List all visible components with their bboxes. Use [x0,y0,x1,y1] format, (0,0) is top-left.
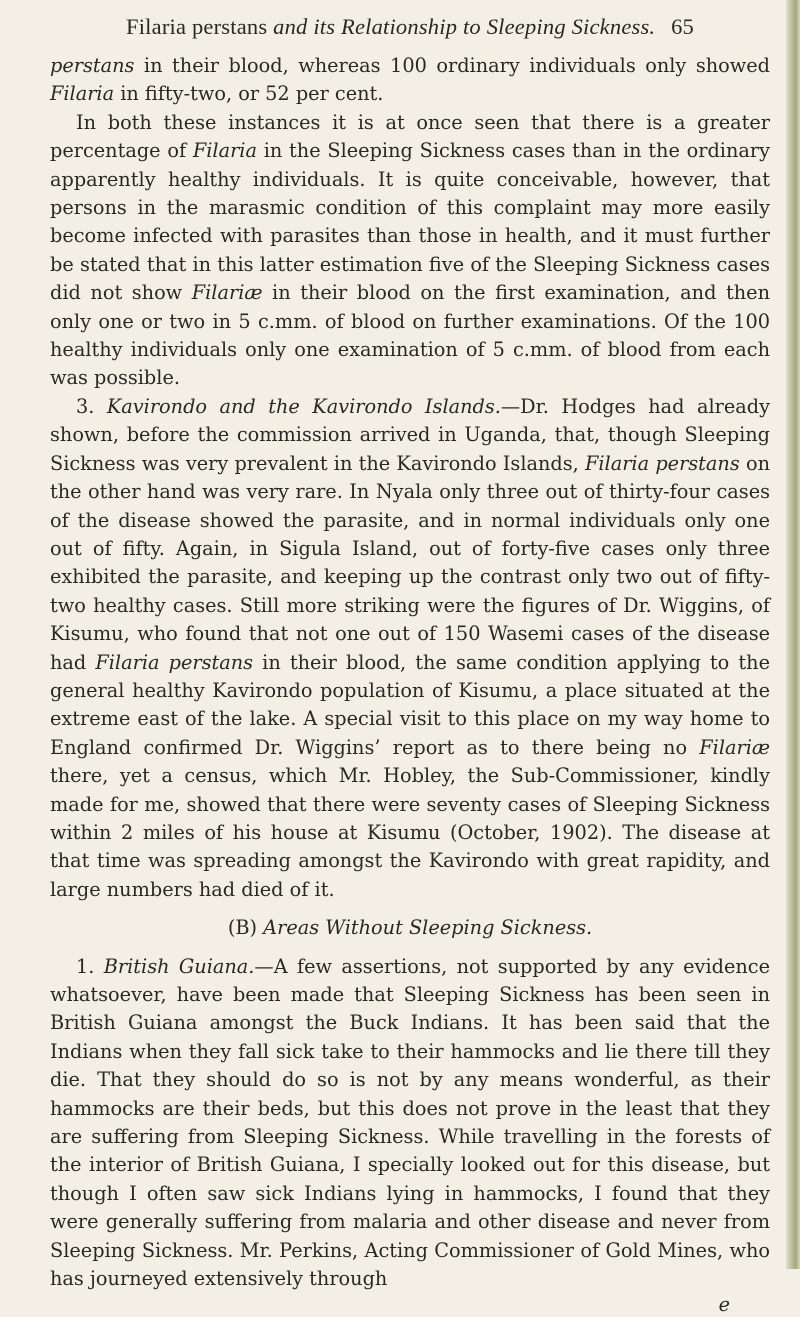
text-run: in their blood on the first examination, and then only one or two in 5 c.mm. of blood on further examinations. Of the 100 healthy individuals only one examination of 5 c.mm. of blood from each was possible. [50,281,770,390]
page-edge [786,0,800,1269]
section-label: (B) [227,916,264,940]
page [50,12,770,1317]
italic-term: Filariæ [699,735,770,759]
section-heading-title: Areas Without Sleeping Sickness. [263,916,593,940]
text-run: in their blood, the same condition applying to the general healthy Kavirondo population of Kisumu, a place situated at the extreme east of the lake. A special visit to this place on my way home to England confirmed Dr. Wiggins’ report as to there being no [50,650,770,759]
header-title-italic: and its Relationship to Sleeping Sickness. [273,14,656,39]
text-run: in their blood, whereas 100 ordinary individuals only showed [134,54,770,77]
text-run: in fifty-two, or 52 per cent. [114,82,384,106]
text-run: In both these instances it is at once seen that there is a greater percentage of [50,110,770,163]
italic-term: Filaria [50,82,115,106]
paragraph-continuation [50,52,770,109]
header-title-plain: Filaria perstans [126,14,268,39]
text-run: —Dr. Hodges had already shown, before the commission arrived in Uganda, that, though Sleeping Sickness was very prevalent in the Kavirondo Islands, [50,394,770,475]
text-run: 1. [76,954,104,978]
paragraph-british-guiana [50,953,770,1294]
text-run: in the Sleeping Sickness cases than in the ordinary apparently healthy individuals. It is quite conceivable, however, that persons in the marasmic condition of this complaint may more easily become infected with parasites than those in health, and it must further be stated that in this latter estimation five of the Sleeping Sickness cases did not show [50,139,770,305]
italic-term: Filariæ [191,281,263,305]
text-run: on the other hand was very rare. In Nyala only three out of thirty-four cases of the disease showed the parasite, and in normal individuals only one out of fifty. Again, in Sigula Island, out of forty-five cases only three exhibited the parasite, and keeping up the contrast only two out of fifty-two healthy cases. Still more striking were the figures of Dr. Wiggins, of Kisumu, who found that not one out of 150 Wasemi cases of the disease had [50,451,771,674]
section-heading [50,914,770,942]
italic-term: Filaria perstans [585,451,740,475]
signature-mark: e [718,1293,730,1317]
italic-term: Filaria perstans [95,650,254,674]
text-run: 3. [76,394,107,418]
running-header [50,12,770,42]
paragraph-kavirondo [50,393,770,904]
page-number: 65 [671,14,694,39]
italic-term: Filaria [192,139,257,163]
italic-term: perstans [50,54,135,77]
section-title: Kavirondo and the Kavirondo Islands. [106,394,501,418]
section-title: British Guiana. [103,954,255,978]
text-run: there, yet a census, which Mr. Hobley, the Sub-Commissioner, kindly made for me, showed that there were seventy cases of Sleeping Sickness within 2 miles of his house at Kisumu (October, 1902). The disease at that time was spreading amongst the Kavirondo with great rapidity, and large numbers had died of it. [50,764,770,901]
text-run: —A few assertions, not supported by any evidence whatsoever, have been made that Sleeping Sickness has been seen in British Guiana amongst the Buck Indians. It has been said that the Indians when they fall sick take to their hammocks and lie there till they die. That they should do so is not by any means wonderful, as their hammocks are their beds, but this does not prove in the least that they are suffering from Sleeping Sickness. While travelling in the forests of the interior of British Guiana, I specially looked out for this disease, but though I often saw sick Indians lying in hammocks, I found that they were generally suffering from malaria and other disease and never from Sleeping Sickness. Mr. Perkins, Acting Commissioner of Gold Mines, who has journeyed extensively through [50,954,770,1291]
paragraph-percentage [50,109,770,393]
